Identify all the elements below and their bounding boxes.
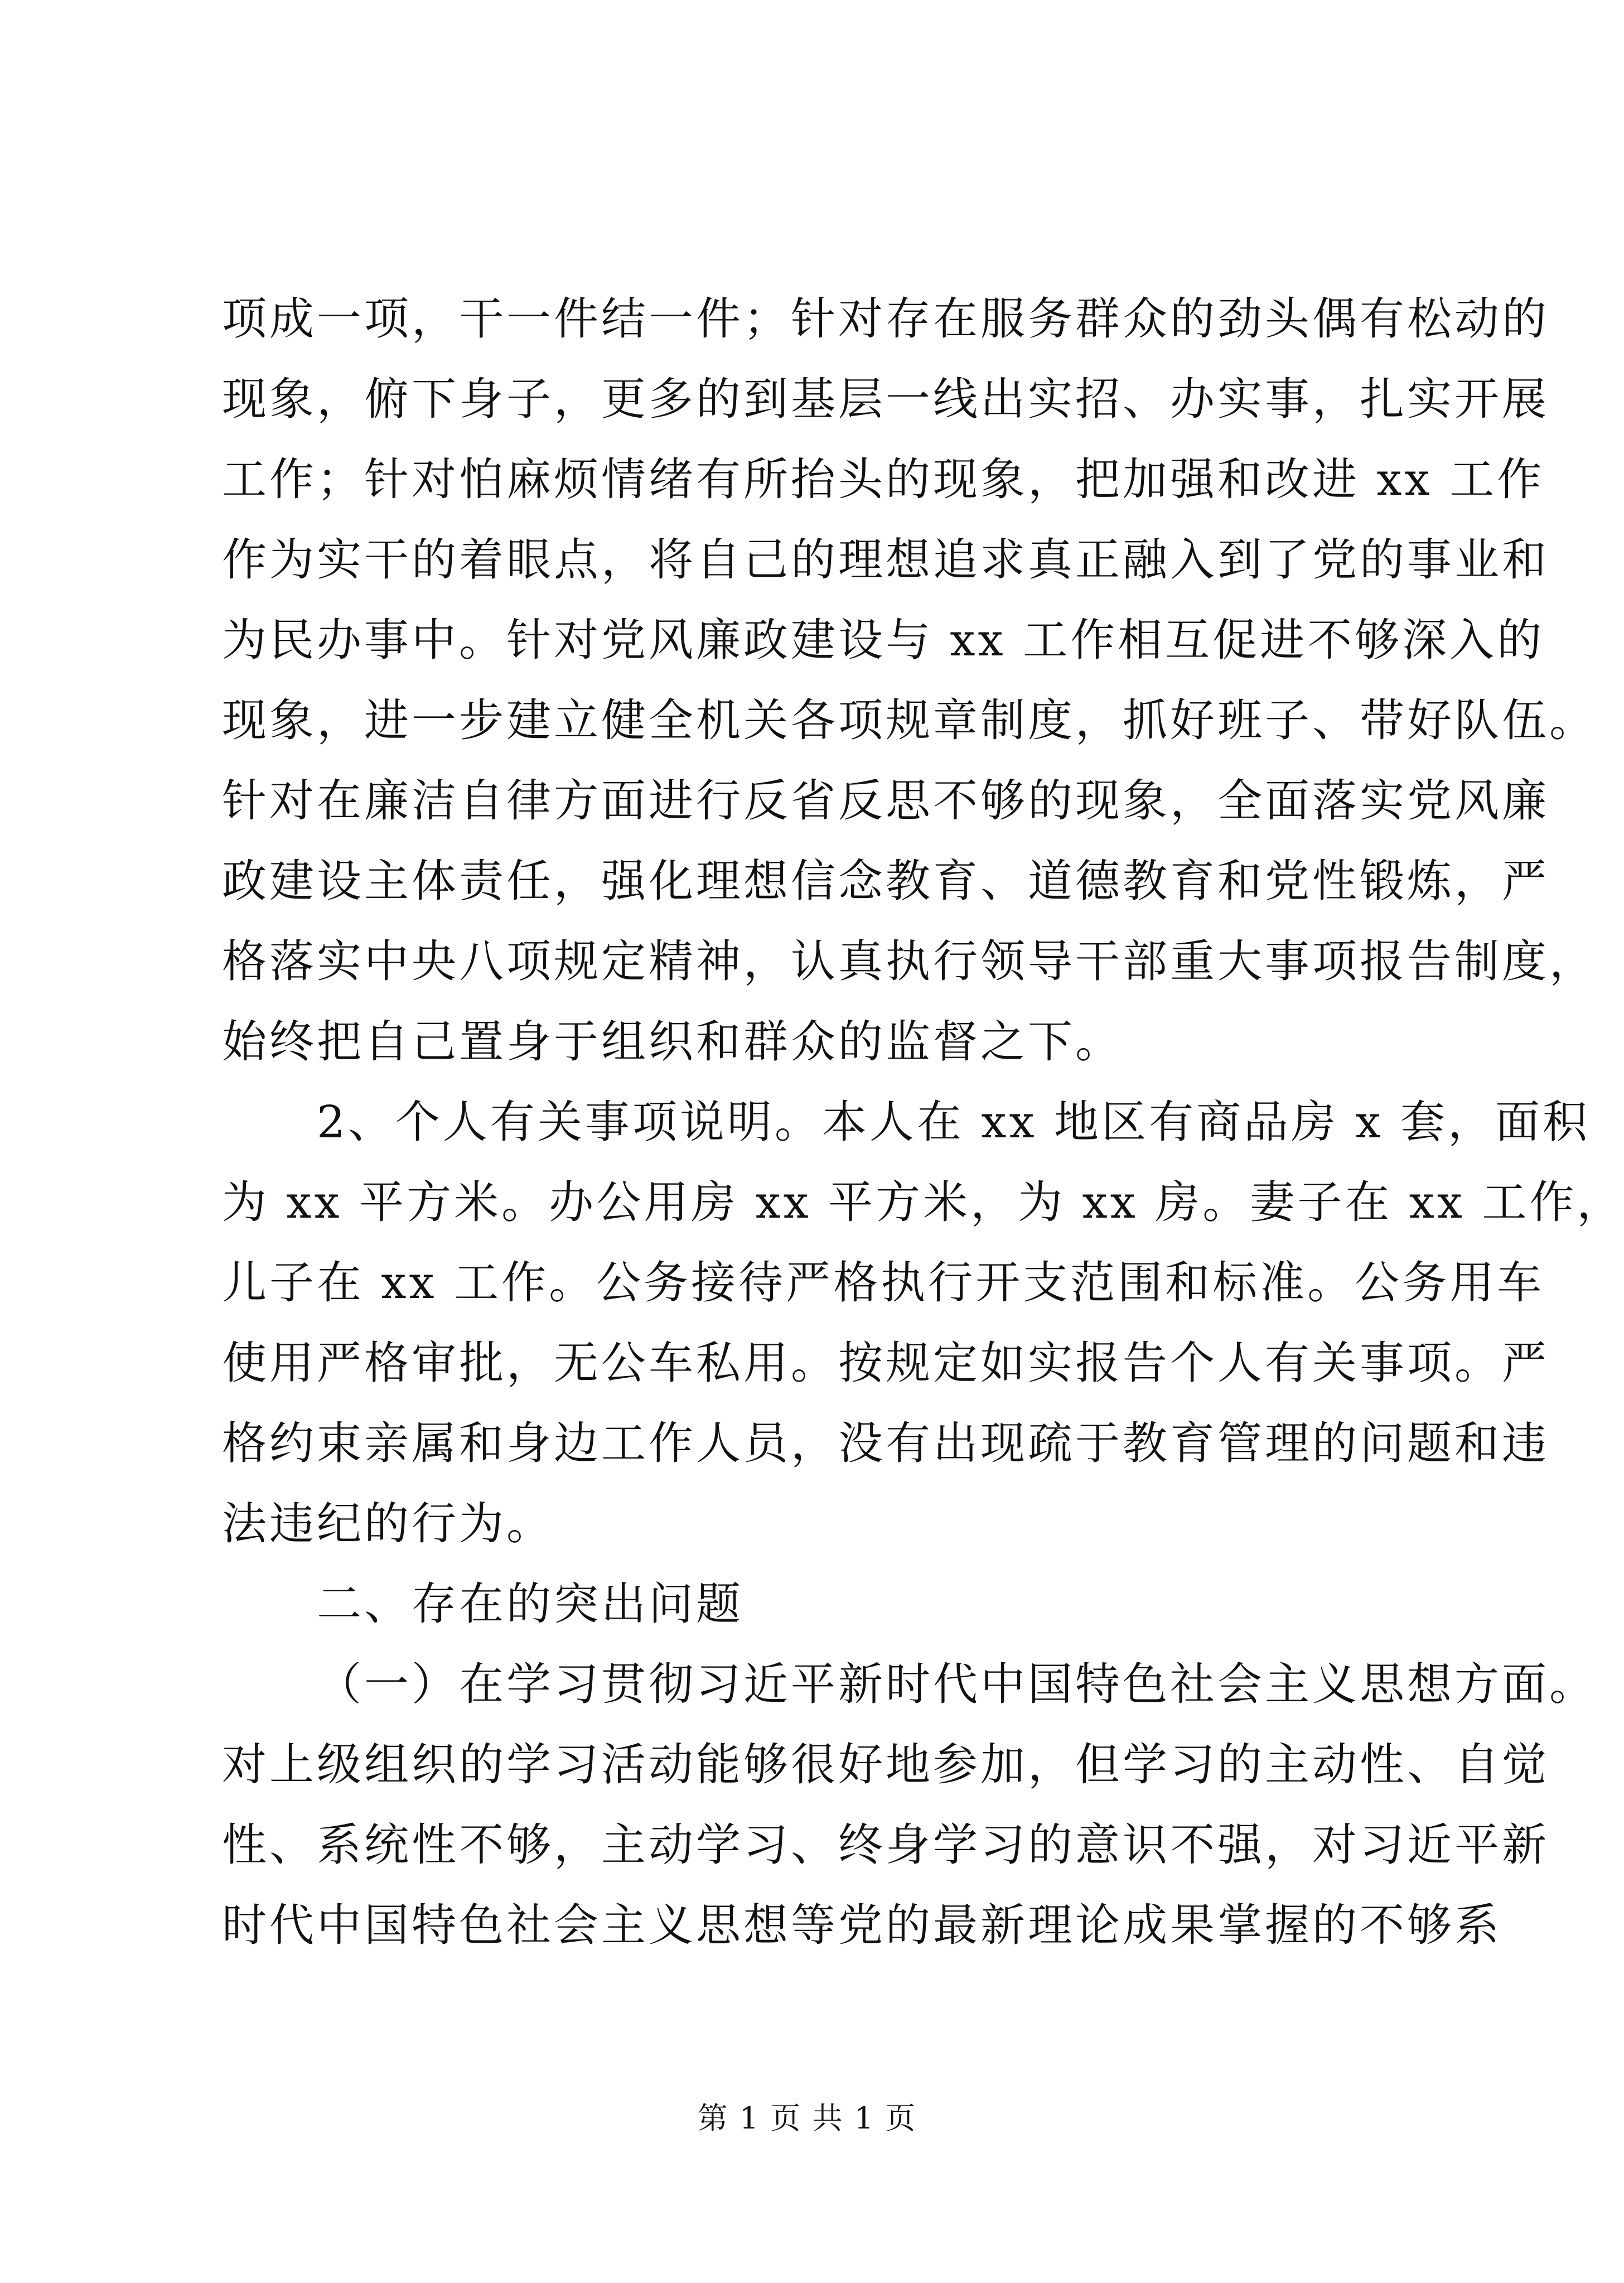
text-line: 为民办事中。针对党风廉政建设与 xx 工作相互促进不够深入的 bbox=[222, 614, 1545, 666]
text-line: 为 xx 平方米。办公用房 xx 平方米，为 xx 房。妻子在 xx 工作， bbox=[222, 1176, 1624, 1228]
text-line: 项成一项，干一件结一件；针对存在服务群众的劲头偶有松动的 bbox=[222, 293, 1549, 345]
text-line: 现象，俯下身子，更多的到基层一线出实招、办实事，扎实开展 bbox=[222, 373, 1549, 425]
text-line: 工作；针对怕麻烦情绪有所抬头的现象，把加强和改进 xx 工作 bbox=[222, 453, 1545, 505]
text-line: 格约束亲属和身边工作人员，没有出现疏于教育管理的问题和违 bbox=[222, 1417, 1549, 1469]
section-heading: 二、存在的突出问题 bbox=[317, 1578, 743, 1630]
document-body bbox=[222, 279, 1624, 1966]
text-line: （一）在学习贯彻习近平新时代中国特色社会主义思想方面。 bbox=[317, 1658, 1597, 1710]
text-line: 2、个人有关事项说明。本人在 xx 地区有商品房 x 套，面积 bbox=[317, 1096, 1590, 1148]
text-line: 始终把自己置身于组织和群众的监督之下。 bbox=[222, 1016, 1123, 1068]
text-line: 儿子在 xx 工作。公务接待严格执行开支范围和标准。公务用车 bbox=[222, 1257, 1545, 1309]
text-line: 时代中国特色社会主义思想等党的最新理论成果掌握的不够系 bbox=[222, 1899, 1502, 1951]
page-number-footer: 第 1 页 共 1 页 bbox=[697, 2101, 917, 2136]
text-line: 针对在廉洁自律方面进行反省反思不够的现象，全面落实党风廉 bbox=[222, 775, 1549, 827]
text-line: 格落实中央八项规定精神，认真执行领导干部重大事项报告制度， bbox=[222, 935, 1597, 987]
text-line: 作为实干的着眼点，将自己的理想追求真正融入到了党的事业和 bbox=[222, 534, 1549, 586]
text-line: 政建设主体责任，强化理想信念教育、道德教育和党性锻炼，严 bbox=[222, 855, 1549, 907]
text-line: 性、系统性不够，主动学习、终身学习的意识不强，对习近平新 bbox=[222, 1819, 1549, 1871]
text-line: 使用严格审批，无公车私用。按规定如实报告个人有关事项。严 bbox=[222, 1337, 1549, 1389]
text-line: 现象，进一步建立健全机关各项规章制度，抓好班子、带好队伍。 bbox=[222, 694, 1597, 746]
text-line: 法违纪的行为。 bbox=[222, 1498, 554, 1550]
text-line: 对上级组织的学习活动能够很好地参加，但学习的主动性、自觉 bbox=[222, 1739, 1549, 1790]
